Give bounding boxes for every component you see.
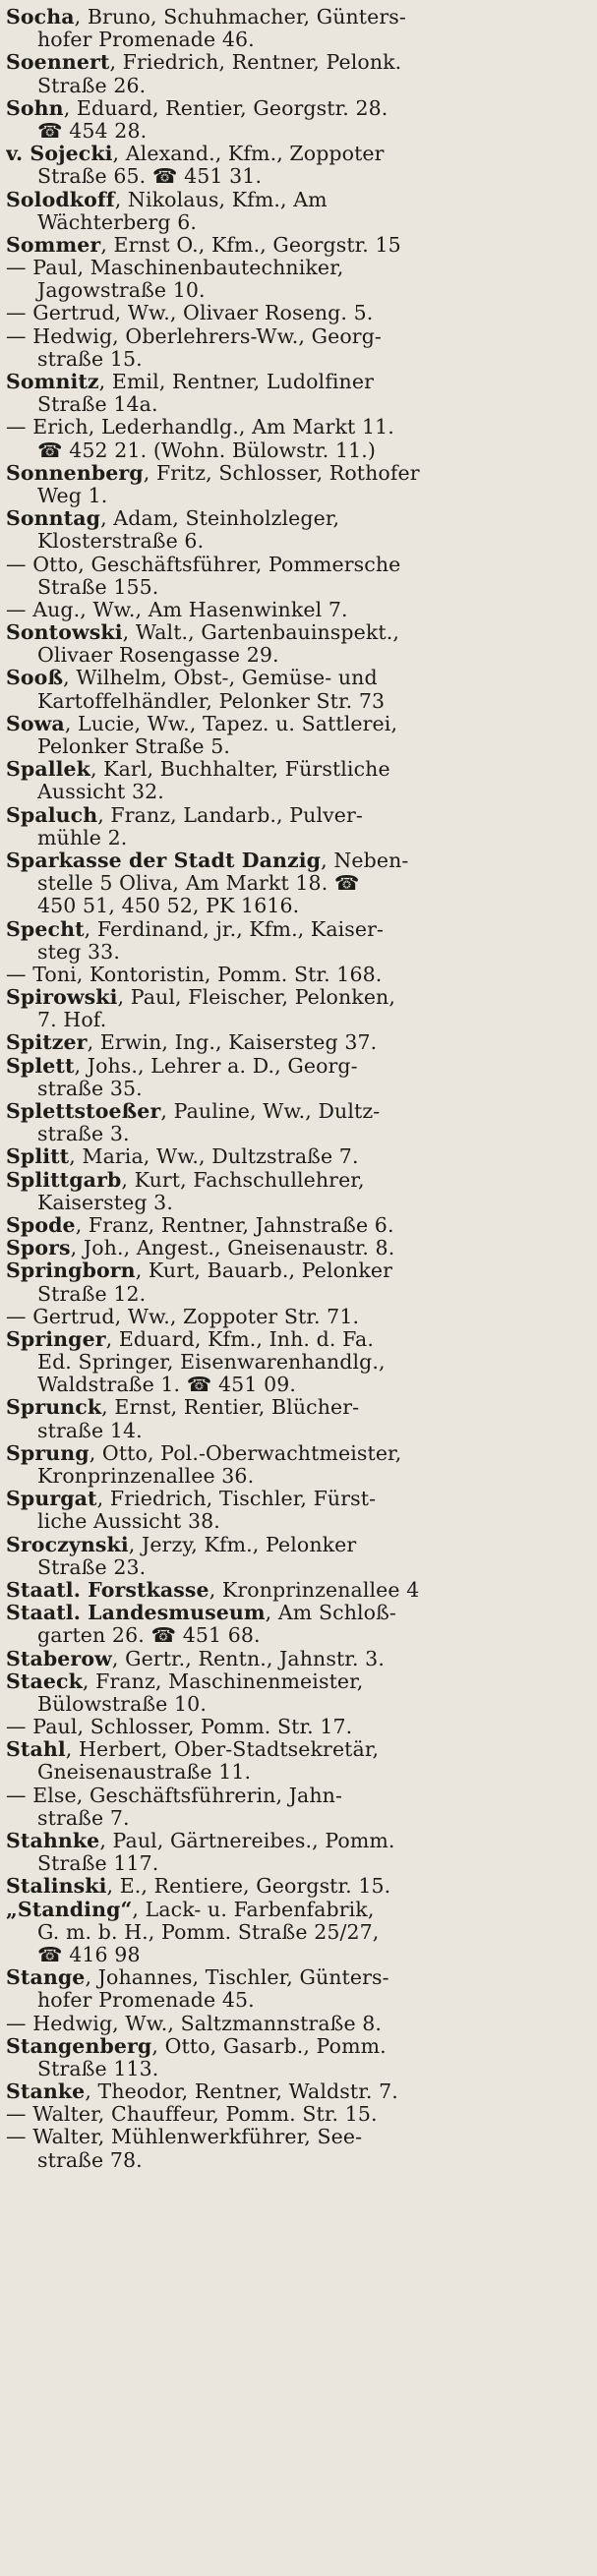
entry-first-line: Spaluch, Franz, Landarb., Pulver- [6, 803, 363, 827]
entry-surname: Staatl. Forstkasse [6, 1578, 209, 1602]
directory-entry [6, 918, 587, 964]
entry-surname: Spitzer [6, 1031, 88, 1055]
directory-entry [6, 325, 587, 371]
directory-entry [6, 1579, 587, 1602]
entry-first-line: Springer, Eduard, Kfm., Inh. d. Fa. [6, 1327, 374, 1351]
entry-first-line: Stanke, Theodor, Rentner, Waldstr. 7. [6, 2080, 398, 2104]
entry-first-line: — Else, Geschäftsführerin, Jahn- [6, 1784, 342, 1807]
directory-entry [6, 804, 587, 849]
entry-first-line: Stangenberg, Otto, Gasarb., Pomm. [6, 2034, 387, 2058]
entry-continuation-line: steg 33. [37, 940, 120, 964]
directory-entry [6, 1875, 587, 1898]
directory-entry [6, 849, 587, 918]
entry-surname: Stahnke [6, 1830, 100, 1852]
entry-first-line: Sowa, Lucie, Ww., Tapez. u. Sattlerei, [6, 712, 398, 735]
entry-first-line: Specht, Ferdinand, jr., Kfm., Kaiser- [6, 917, 385, 941]
entry-surname: Sroczynski [6, 1533, 129, 1556]
directory-entry [6, 1648, 587, 1670]
directory-entry [6, 462, 587, 507]
entry-continuation-line: garten 26. ☎ 451 68. [37, 1624, 261, 1648]
entry-first-line: Spors, Joh., Angest., Gneisenaustr. 8. [6, 1237, 395, 1260]
directory-entry [6, 1670, 587, 1716]
entry-continuation-line: Wächterberg 6. [37, 210, 198, 234]
directory-entry [6, 257, 587, 302]
entry-surname: Sontowski [6, 621, 123, 645]
entry-continuation-line: straße 15. [37, 347, 143, 371]
entry-first-line: Socha, Bruno, Schuhmacher, Günters- [6, 6, 406, 29]
entry-surname: Stange [6, 1966, 86, 1990]
directory-entry [6, 758, 587, 803]
entry-surname: Splitt [6, 1145, 70, 1169]
entry-continuation-line: Waldstraße 1. ☎ 451 09. [37, 1374, 296, 1397]
directory-entry [6, 986, 587, 1031]
entry-continuation-line: Klosterstraße 6. [37, 530, 205, 554]
directory-entry [6, 1899, 587, 1967]
entry-continuation-line: Straße 155. [37, 575, 159, 599]
entry-continuation-line: Straße 14a. [37, 393, 158, 417]
entry-first-line: — Walter, Chauffeur, Pomm. Str. 15. [6, 2103, 378, 2127]
entry-first-line: — Hedwig, Oberlehrers-Ww., Georg- [6, 324, 382, 348]
entry-surname: Spirowski [6, 986, 118, 1010]
entry-first-line: Sohn, Eduard, Rentier, Georgstr. 28. [6, 96, 388, 120]
entry-first-line: Stalinski, E., Rentiere, Georgstr. 15. [6, 1875, 391, 1899]
entry-first-line: v. Sojecki, Alexand., Kfm., Zoppoter [6, 143, 385, 166]
entry-continuation-line: Bülowstraße 10. [37, 1692, 207, 1716]
directory-entry [6, 1031, 587, 1054]
entry-continuation-line: Weg 1. [37, 484, 108, 507]
entry-continuation-line: Straße 65. ☎ 451 31. [37, 165, 263, 189]
entry-first-line: — Paul, Schlosser, Pomm. Str. 17. [6, 1716, 353, 1739]
directory-entry [6, 1442, 587, 1488]
directory-entry [6, 2103, 587, 2126]
entry-first-line: Spallek, Karl, Buchhalter, Fürstliche [6, 758, 390, 782]
directory-entry [6, 964, 587, 986]
entry-surname: Spode [6, 1213, 76, 1237]
entry-first-line: Staatl. Forstkasse, Kronprinzenallee 4 [6, 1578, 420, 1602]
entry-first-line: Spode, Franz, Rentner, Jahnstraße 6. [6, 1213, 394, 1237]
directory-entry [6, 1237, 587, 1259]
directory-entry [6, 2126, 587, 2171]
entry-surname: Spors [6, 1237, 71, 1260]
entry-first-line: Staatl. Landesmuseum, Am Schloß- [6, 1602, 396, 1625]
entry-first-line: Sooß, Wilhelm, Obst-, Gemüse- und [6, 667, 378, 690]
entry-surname: Sooß [6, 667, 64, 690]
directory-entry [6, 1785, 587, 1830]
directory-entry [6, 554, 587, 599]
entry-first-line: Sontowski, Walt., Gartenbauinspekt., [6, 621, 399, 645]
entry-surname: Sowa [6, 712, 65, 735]
entry-surname: Sohn [6, 96, 64, 120]
entry-surname: Staberow [6, 1647, 112, 1670]
entry-surname: Stahl [6, 1738, 66, 1762]
directory-entry [6, 51, 587, 96]
entry-surname: Sparkasse der Stadt Danzig [6, 849, 322, 872]
entry-surname: Staeck [6, 1669, 83, 1693]
entry-first-line: Sprunck, Ernst, Rentier, Blücher- [6, 1396, 360, 1420]
entry-continuation-line: Pelonker Straße 5. [37, 735, 230, 758]
directory-entry [6, 1055, 587, 1100]
entry-continuation-line: Ed. Springer, Eisenwarenhandlg., [37, 1351, 386, 1375]
entry-surname: Springborn [6, 1259, 136, 1283]
directory-entry [6, 1259, 587, 1305]
directory-entry [6, 1100, 587, 1145]
directory-entry [6, 1830, 587, 1875]
entry-first-line: Spirowski, Paul, Fleischer, Pelonken, [6, 986, 395, 1010]
entry-surname: Stangenberg [6, 2034, 152, 2058]
entry-first-line: Splitt, Maria, Ww., Dultzstraße 7. [6, 1145, 359, 1169]
entry-first-line: Splett, Johs., Lehrer a. D., Georg- [6, 1054, 358, 1078]
directory-entry [6, 1145, 587, 1168]
entry-surname: Sprung [6, 1441, 90, 1465]
entry-first-line: Stahnke, Paul, Gärtnereibes., Pomm. [6, 1830, 395, 1852]
entry-continuation-line: Straße 23. [37, 1555, 147, 1579]
entry-continuation-line: Gneisenaustraße 11. [37, 1761, 252, 1785]
directory-entry [6, 1214, 587, 1237]
entry-continuation-line: ☎ 454 28. [37, 119, 148, 143]
directory-entry [6, 1169, 587, 1214]
entry-first-line: — Aug., Ww., Am Hasenwinkel 7. [6, 598, 348, 621]
entry-surname: „Standing“ [6, 1898, 133, 1921]
entry-surname: Splettstoeßer [6, 1100, 161, 1123]
directory-entry [6, 599, 587, 621]
entry-first-line: Sommer, Ernst O., Kfm., Georgstr. 15 [6, 233, 401, 257]
entry-continuation-line: Aussicht 32. [37, 781, 164, 804]
entry-first-line: — Walter, Mühlenwerkführer, See- [6, 2126, 363, 2149]
directory-entry [6, 621, 587, 667]
entry-continuation-line: straße 3. [37, 1123, 130, 1146]
entry-surname: Splett [6, 1054, 75, 1078]
entry-first-line: Splittgarb, Kurt, Fachschullehrer, [6, 1168, 365, 1192]
entry-first-line: Spitzer, Erwin, Ing., Kaisersteg 37. [6, 1031, 378, 1055]
directory-entry [6, 189, 587, 234]
directory-entry [6, 2035, 587, 2080]
entry-first-line: — Toni, Kontoristin, Pomm. Str. 168. [6, 963, 383, 986]
entry-continuation-line: ☎ 416 98 [37, 1943, 141, 1966]
entry-continuation-line: straße 14. [37, 1419, 143, 1442]
entry-surname: Sonnenberg [6, 461, 144, 485]
directory-entry [6, 1534, 587, 1579]
directory-entry [6, 507, 587, 553]
entry-first-line: Staeck, Franz, Maschinenmeister, [6, 1669, 364, 1693]
entry-first-line: — Otto, Geschäftsführer, Pommersche [6, 553, 401, 576]
entry-first-line: Solodkoff, Nikolaus, Kfm., Am [6, 188, 328, 211]
entry-first-line: Sprung, Otto, Pol.-Oberwachtmeister, [6, 1441, 402, 1465]
directory-entry [6, 416, 587, 461]
entry-first-line: Sonntag, Adam, Steinholzleger, [6, 507, 340, 531]
entry-surname: Springer [6, 1327, 106, 1351]
entry-first-line: — Hedwig, Ww., Saltzmannstraße 8. [6, 2012, 383, 2035]
entry-continuation-line: straße 35. [37, 1077, 143, 1100]
entry-surname: Splittgarb [6, 1168, 122, 1192]
entry-surname: Sonntag [6, 507, 101, 531]
entry-continuation-line: Straße 12. [37, 1282, 147, 1306]
directory-entry [6, 1488, 587, 1533]
entry-surname: Sommer [6, 233, 101, 257]
entry-first-line: Spurgat, Friedrich, Tischler, Fürst- [6, 1488, 377, 1511]
directory-entry [6, 6, 587, 51]
entry-continuation-line: Olivaer Rosengasse 29. [37, 644, 279, 668]
entry-continuation-line: stelle 5 Oliva, Am Markt 18. ☎ [37, 872, 360, 896]
entry-continuation-line: straße 78. [37, 2148, 143, 2172]
entry-first-line: Sroczynski, Jerzy, Kfm., Pelonker [6, 1533, 357, 1556]
directory-entry [6, 2080, 587, 2103]
entry-continuation-line: hofer Promenade 45. [37, 1989, 255, 2013]
directory-entry [6, 143, 587, 188]
directory-entry [6, 1328, 587, 1397]
entry-continuation-line: ☎ 452 21. (Wohn. Bülowstr. 11.) [37, 439, 377, 462]
entry-continuation-line: G. m. b. H., Pomm. Straße 25/27, [37, 1920, 380, 1944]
entry-first-line: Sonnenberg, Fritz, Schlosser, Rothofer [6, 461, 420, 485]
directory-entry [6, 1306, 587, 1328]
directory-entry [6, 713, 587, 758]
entry-continuation-line: 7. Hof. [37, 1009, 107, 1032]
entry-continuation-line: Straße 117. [37, 1852, 159, 1876]
entry-first-line: Sparkasse der Stadt Danzig, Neben- [6, 849, 409, 872]
directory-entry [6, 667, 587, 712]
directory-entry [6, 1396, 587, 1441]
directory-entry [6, 97, 587, 143]
entry-first-line: Stange, Johannes, Tischler, Günters- [6, 1966, 389, 1990]
entry-continuation-line: 450 51, 450 52, PK 1616. [37, 895, 300, 918]
entry-first-line: — Gertrud, Ww., Olivaer Roseng. 5. [6, 302, 374, 325]
entry-first-line: Somnitz, Emil, Rentner, Ludolfiner [6, 371, 374, 393]
directory-entry [6, 1966, 587, 2012]
entry-surname: Stanke [6, 2080, 86, 2104]
entry-first-line: „Standing“, Lack- u. Farbenfabrik, [6, 1898, 375, 1921]
directory-entry [6, 2013, 587, 2035]
entry-surname: Specht [6, 917, 85, 941]
entry-continuation-line: liche Aussicht 38. [37, 1510, 220, 1534]
entry-surname: Spurgat [6, 1488, 97, 1511]
entry-surname: Sprunck [6, 1396, 102, 1420]
directory-entry [6, 371, 587, 416]
directory-entries [6, 6, 587, 2172]
entry-surname: Staatl. Landesmuseum [6, 1602, 266, 1625]
directory-entry [6, 1738, 587, 1784]
entry-surname: Stalinski [6, 1875, 107, 1899]
entry-continuation-line: hofer Promenade 46. [37, 29, 255, 52]
entry-first-line: Soennert, Friedrich, Rentner, Pelonk. [6, 51, 402, 75]
entry-continuation-line: Straße 26. [37, 74, 147, 97]
entry-surname: Solodkoff [6, 188, 115, 211]
entry-first-line: — Gertrud, Ww., Zoppoter Str. 71. [6, 1305, 360, 1328]
directory-entry [6, 302, 587, 324]
directory-entry [6, 1716, 587, 1738]
entry-surname: Spaluch [6, 803, 98, 827]
entry-continuation-line: straße 7. [37, 1806, 130, 1830]
entry-continuation-line: Kartoffelhändler, Pelonker Str. 73 [37, 689, 386, 713]
entry-surname: v. Sojecki [6, 143, 113, 166]
entry-surname: Soennert [6, 51, 110, 75]
entry-first-line: Stahl, Herbert, Ober-Stadtsekretär, [6, 1738, 380, 1762]
entry-surname: Somnitz [6, 371, 99, 393]
directory-entry [6, 234, 587, 257]
directory-entry [6, 1602, 587, 1647]
entry-first-line: — Paul, Maschinenbautechniker, [6, 257, 344, 280]
entry-first-line: — Erich, Lederhandlg., Am Markt 11. [6, 416, 394, 439]
entry-surname: Socha [6, 6, 75, 29]
entry-continuation-line: Kaisersteg 3. [37, 1191, 173, 1214]
entry-first-line: Springborn, Kurt, Bauarb., Pelonker [6, 1259, 392, 1283]
entry-continuation-line: Kronprinzenallee 36. [37, 1465, 255, 1488]
entry-continuation-line: Straße 113. [37, 2057, 159, 2080]
entry-continuation-line: mühle 2. [37, 826, 128, 849]
entry-continuation-line: Jagowstraße 10. [37, 279, 206, 303]
entry-first-line: Splettstoeßer, Pauline, Ww., Dultz- [6, 1100, 381, 1123]
entry-surname: Spallek [6, 758, 90, 782]
entry-first-line: Staberow, Gertr., Rentn., Jahnstr. 3. [6, 1647, 385, 1670]
